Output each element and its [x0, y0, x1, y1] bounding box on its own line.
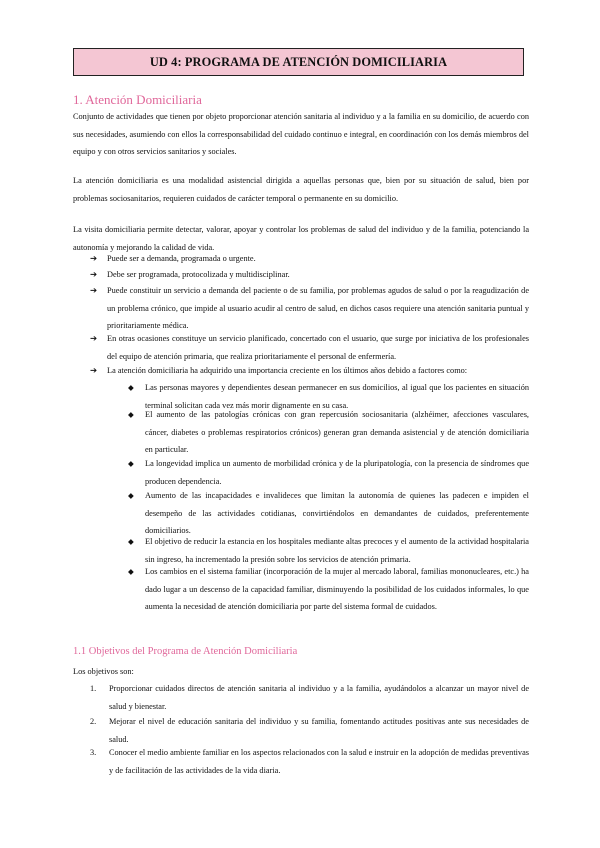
- list-number: 2.: [90, 717, 97, 726]
- list-item: Debe ser programada, protocolizada y multidisciplinar.: [107, 270, 290, 279]
- section-heading-atencion-domiciliaria: 1. Atención Domiciliaria: [73, 92, 202, 107]
- title-banner: [73, 48, 524, 76]
- arrow-bullet-icon: ➔: [90, 334, 97, 343]
- paragraph-home-visit: La visita domiciliaria permite detectar, valorar, apoyar y controlar los problemas de salud del individuo y de la familia, potenciando la autonomía y mejorando la calidad de vida.: [73, 225, 529, 252]
- list-item: Conocer el medio ambiente familiar en los aspectos relacionados con la salud e instruir en la adopción de medidas preventivas y de facilitación de las actividades de la vida diaria.: [109, 748, 529, 775]
- list-item: Proporcionar cuidados directos de atención sanitaria al individuo y a la familia, ayudándolos a alcanzar un mayor nivel de salud y bienestar.: [109, 684, 529, 711]
- list-item: La longevidad implica un aumento de morbilidad crónica y de la pluripatología, con la presencia de síndromes que producen dependencia.: [145, 459, 529, 486]
- list-item: El aumento de las patologías crónicas con gran repercusión sociosanitaria (alzhéimer, afecciones vasculares, cáncer, diabetes o problemas respiratorios crónicos) generan gran demanda asistencial y de atención domiciliaria en particular.: [145, 410, 529, 455]
- list-number: 1.: [90, 684, 97, 693]
- diamond-bullet-icon: ◆: [128, 459, 134, 468]
- diamond-bullet-icon: ◆: [128, 410, 134, 419]
- objectives-intro: Los objetivos son:: [73, 667, 134, 676]
- list-item: Los cambios en el sistema familiar (incorporación de la mujer al mercado laboral, familias mononucleares, etc.) ha dado lugar a un descenso de la capacidad familiar, disminuyendo la posibilidad de los cuidados informales, lo que aumenta la necesidad de atención domiciliaria por parte del sistema formal de cuidados.: [145, 567, 529, 612]
- list-item: Puede ser a demanda, programada o urgente.: [107, 254, 256, 263]
- list-item: Puede constituir un servicio a demanda del paciente o de su familia, por problemas agudos de salud o por la reagudización de un problema crónico, que impide al usuario acudir al centro de salud, en dichos casos requiere una atención sanitaria puntual y prioritariamente médica.: [107, 286, 529, 331]
- diamond-bullet-icon: ◆: [128, 491, 134, 500]
- diamond-bullet-icon: ◆: [128, 567, 134, 576]
- document-title: UD 4: PROGRAMA DE ATENCIÓN DOMICILIARIA: [149, 54, 448, 69]
- list-number: 3.: [90, 748, 97, 757]
- paragraph-modality: La atención domiciliaria es una modalidad asistencial dirigida a aquellas personas que, bien por su situación de salud, bien por problemas sociosanitarios, requieren cuidados de carácter temporal o permanente en su domicilio.: [73, 176, 529, 203]
- arrow-bullet-icon: ➔: [90, 366, 97, 375]
- arrow-bullet-icon: ➔: [90, 254, 97, 263]
- list-item: Aumento de las incapacidades e invalideces que limitan la autonomía de quienes las padecen e impiden el desempeño de las actividades cotidianas, convirtiéndolos en demandantes de cuidados, preferentemente domiciliarios.: [145, 491, 529, 536]
- diamond-bullet-icon: ◆: [128, 537, 134, 546]
- arrow-bullet-icon: ➔: [90, 270, 97, 279]
- list-item: Mejorar el nivel de educación sanitaria del individuo y su familia, fomentando actitudes positivas ante sus necesidades de salud.: [109, 717, 529, 744]
- diamond-bullet-icon: ◆: [128, 383, 134, 392]
- paragraph-definition: Conjunto de actividades que tienen por objeto proporcionar atención sanitaria al individuo y a la familia en su domicilio, de acuerdo con sus necesidades, asumiendo con ellos la corresponsabilidad del cuidado continuo e integral, en coordinación con los demás miembros del equipo y con otros servicios sanitarios y sociales.: [73, 112, 529, 157]
- list-item: El objetivo de reducir la estancia en los hospitales mediante altas precoces y el aumento de la actividad hospitalaria sin ingreso, ha incrementado la presión sobre los servicios de atención primaria.: [145, 537, 529, 564]
- section-heading-objetivos: 1.1 Objetivos del Programa de Atención Domiciliaria: [73, 646, 298, 657]
- arrow-bullet-icon: ➔: [90, 286, 97, 295]
- list-item: En otras ocasiones constituye un servicio planificado, concertado con el usuario, que surge por iniciativa de los profesionales del equipo de atención primaria, que realiza prioritariamente el personal de enfermería.: [107, 334, 529, 361]
- list-item: Las personas mayores y dependientes desean permanecer en sus domicilios, al igual que los pacientes en situación terminal solicitan cada vez más morir dignamente en su casa.: [145, 383, 529, 410]
- list-item: La atención domiciliaria ha adquirido una importancia creciente en los últimos años debido a factores como:: [107, 366, 468, 375]
